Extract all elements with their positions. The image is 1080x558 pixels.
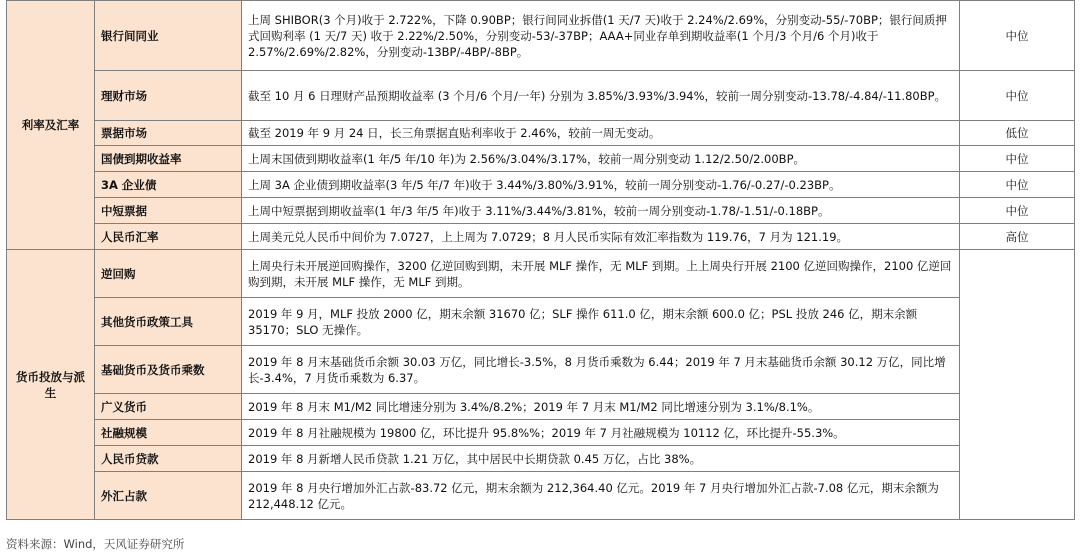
level-cell [960, 250, 1075, 520]
indicator-description: 上周中短票据到期收益率(1 年/3 年/5 年)收于 3.11%/3.44%/3.81%，较前一周分别变动-1.78/-1.51/-0.18BP。 [242, 198, 960, 224]
indicator-name: 外汇占款 [95, 472, 242, 520]
indicator-description: 2019 年 8 月新增人民币贷款 1.21 万亿，其中居民中长期贷款 0.45 万亿，占比 38%。 [242, 446, 960, 472]
indicator-name: 国债到期收益率 [95, 146, 242, 172]
table-row [7, 346, 1075, 394]
indicator-description: 2019 年 8 月末基础货币余额 30.03 万亿，同比增长-3.5%，8 月货币乘数为 6.44；2019 年 7 月末基础货币余额 30.12 万亿，同比增长-3.4%，7 月货币乘数为 6.37。 [242, 346, 960, 394]
table-row [7, 472, 1075, 520]
table-row [7, 146, 1075, 172]
indicator-name: 中短票据 [95, 198, 242, 224]
table-row [7, 198, 1075, 224]
indicator-description: 上周末国债到期收益率(1 年/5 年/10 年)为 2.56%/3.04%/3.17%，较前一周分别变动 1.12/2.50/2.00BP。 [242, 146, 960, 172]
table-row [7, 298, 1075, 346]
indicator-name: 理财市场 [95, 71, 242, 121]
indicator-name: 人民币汇率 [95, 224, 242, 250]
indicator-description: 2019 年 8 月央行增加外汇占款-83.72 亿元，期末余额为 212,364.40 亿元。2019 年 7 月央行增加外汇占款-7.08 亿元，期末余额为 212,448.12 亿元。 [242, 472, 960, 520]
indicator-description: 2019 年 8 月末 M1/M2 同比增速分别为 3.4%/8.2%；2019 年 7 月末 M1/M2 同比增速分别为 3.1%/8.1%。 [242, 394, 960, 420]
indicator-name: 社融规模 [95, 420, 242, 446]
indicator-description: 截至 10 月 6 日理财产品预期收益率 (3 个月/6 个月/一年) 分别为 3.85%/3.93%/3.94%，较前一周分别变动-13.78/-4.84/-11.80BP。 [242, 71, 960, 121]
table-row [7, 250, 1075, 298]
indicator-description: 上周 3A 企业债到期收益率(3 年/5 年/7 年)收于 3.44%/3.80%/3.91%，较前一周分别变动-1.76/-0.27/-0.23BP。 [242, 172, 960, 198]
indicator-description: 上周 SHIBOR(3 个月)收于 2.722%，下降 0.90BP；银行间同业拆借(1 天/7 天)收于 2.24%/2.69%，分别变动-55/-70BP；银行间质押式回购利率 (1 天/7 天) 收于 2.22%/2.50%，分别变动-53/-37BP；AAA+同业存单到期收益率(1 个月/3 个月/6 个月)收于 2.57%/2.69%/2.82%，分别变动-13BP/-4BP/-8BP。 [242, 1, 960, 71]
indicator-description: 2019 年 9 月，MLF 投放 2000 亿，期末余额 31670 亿；SLF 操作 611.0 亿，期末余额 600.0 亿；PSL 投放 246 亿，期末余额 35170；SLO 无操作。 [242, 298, 960, 346]
level-badge: 高位 [960, 224, 1075, 250]
indicator-name: 逆回购 [95, 250, 242, 298]
table-row [7, 224, 1075, 250]
source-note: 资料来源：Wind，天风证券研究所 [6, 537, 185, 551]
level-badge: 中位 [960, 1, 1075, 71]
indicator-name: 基础货币及货币乘数 [95, 346, 242, 394]
indicator-description: 上周央行未开展逆回购操作，3200 亿逆回购到期，未开展 MLF 操作，无 MLF 到期。上上周央行开展 2100 亿逆回购操作，2100 亿逆回购到期，未开展 MLF 操作，无 MLF 到期。 [242, 250, 960, 298]
indicator-description: 上周美元兑人民币中间价为 7.0727，上上周为 7.0729；8 月人民币实际有效汇率指数为 119.76，7 月为 121.19。 [242, 224, 960, 250]
indicator-name: 人民币贷款 [95, 446, 242, 472]
level-badge: 中位 [960, 172, 1075, 198]
table-row [7, 71, 1075, 121]
indicator-name: 银行间同业 [95, 1, 242, 71]
indicator-name: 其他货币政策工具 [95, 298, 242, 346]
indicator-name: 票据市场 [95, 121, 242, 146]
level-badge: 中位 [960, 146, 1075, 172]
level-badge: 中位 [960, 198, 1075, 224]
table-row [7, 121, 1075, 146]
indicator-name: 广义货币 [95, 394, 242, 420]
table-row [7, 446, 1075, 472]
category-cell: 货币投放与派生 [7, 250, 95, 520]
table-row [7, 420, 1075, 446]
indicator-description: 截至 2019 年 9 月 24 日，长三角票据直贴利率收于 2.46%，较前一周无变动。 [242, 121, 960, 146]
indicator-name: 3A 企业债 [95, 172, 242, 198]
table-row [7, 172, 1075, 198]
category-cell: 利率及汇率 [7, 1, 95, 250]
table-row [7, 394, 1075, 420]
indicator-description: 2019 年 8 月社融规模为 19800 亿，环比提升 95.8%%；2019 年 7 月社融规模为 10112 亿，环比提升-55.3%。 [242, 420, 960, 446]
level-badge: 低位 [960, 121, 1075, 146]
table-row [7, 1, 1075, 71]
indicator-table [6, 0, 1075, 520]
level-badge: 中位 [960, 71, 1075, 121]
